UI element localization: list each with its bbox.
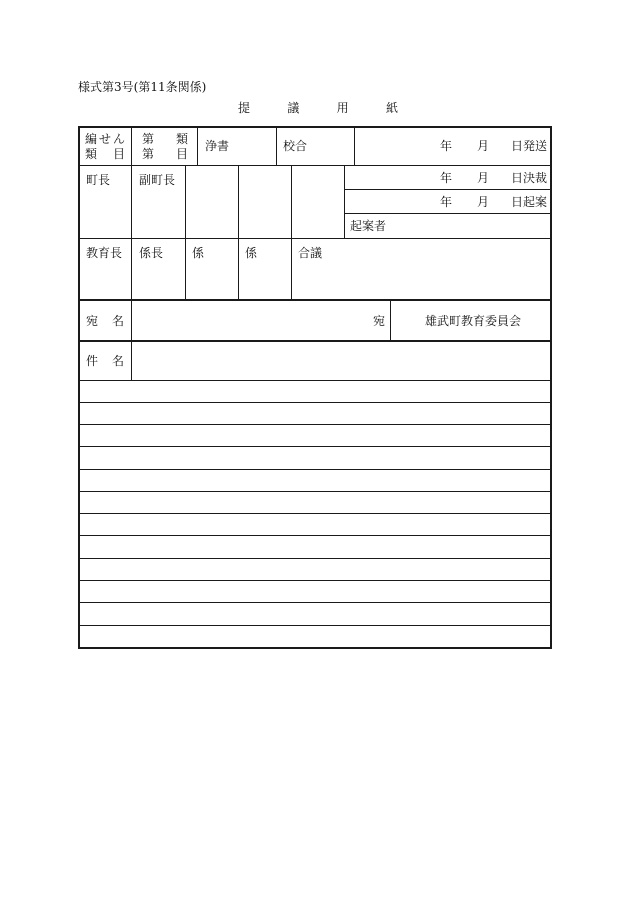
subject-label: [86, 354, 124, 368]
body-line[interactable]: [79, 403, 551, 424]
classification-char: 第: [142, 147, 155, 161]
row1-bottom-divider: [79, 165, 551, 166]
classification-char: 類: [175, 132, 188, 146]
addressee-label-char: 宛: [86, 314, 99, 328]
drafter-label: 起案者: [350, 219, 387, 233]
body-line[interactable]: [79, 514, 551, 535]
month-label: 月: [477, 139, 490, 153]
deputy-mayor-label: 副町長: [139, 173, 176, 187]
filing-label-char: 編: [85, 132, 98, 146]
addressee-input[interactable]: [133, 302, 371, 339]
date-rows-divider: [345, 213, 551, 214]
superintendent-label: 教育長: [86, 246, 123, 260]
row1-divider: [354, 127, 355, 165]
date-rows-divider: [345, 189, 551, 190]
clean-copy-label: 浄書: [205, 139, 230, 153]
filing-label-char: ん: [112, 132, 125, 146]
body-line[interactable]: [79, 425, 551, 446]
frame-bottom-border: [78, 647, 552, 649]
body-line[interactable]: [79, 626, 551, 647]
title-char: 用: [336, 101, 349, 115]
draft-day-label: 日起案: [511, 195, 548, 209]
subject-input[interactable]: [140, 354, 540, 368]
body-line[interactable]: [79, 447, 551, 468]
title-char: 提: [238, 101, 251, 115]
addressee-divider: [390, 301, 391, 340]
sender-name: 雄武町教育委員会: [425, 314, 522, 328]
year-label: 年: [440, 139, 453, 153]
body-line[interactable]: [79, 381, 551, 402]
consultation-label: 合議: [298, 246, 323, 260]
subject-label-char: 件: [86, 354, 99, 368]
dispatch-day-label: 日発送: [511, 139, 548, 153]
year-label: 年: [440, 171, 453, 185]
classification-char: 第: [142, 132, 155, 146]
row1-divider: [276, 127, 277, 165]
addressee-label-char: 名: [111, 314, 124, 328]
approval-divider: [238, 166, 239, 300]
row3-bottom-divider: [79, 299, 551, 301]
body-line[interactable]: [79, 603, 551, 624]
classification-char: 目: [175, 147, 188, 161]
section-chief-label: 係長: [139, 246, 164, 260]
body-line[interactable]: [79, 492, 551, 513]
decision-day-label: 日決裁: [511, 171, 548, 185]
addressee-label: [86, 314, 124, 328]
filing-label-char: せ: [98, 132, 111, 146]
staff-label: 係: [192, 246, 205, 260]
body-line[interactable]: [79, 559, 551, 580]
title-char: 紙: [385, 101, 398, 115]
approval-divider: [344, 166, 345, 238]
row1-divider: [131, 127, 132, 165]
addressee-divider: [131, 301, 132, 340]
month-label: 月: [477, 171, 490, 185]
proofread-label: 校合: [283, 139, 308, 153]
mayor-label: 町長: [86, 173, 111, 187]
month-label: 月: [477, 195, 490, 209]
body-line[interactable]: [79, 470, 551, 491]
subject-label-char: 名: [111, 354, 124, 368]
approval-divider: [131, 166, 132, 300]
subject-divider: [131, 342, 132, 380]
body-line[interactable]: [79, 536, 551, 557]
form-number-label: 様式第3号(第11条関係): [78, 80, 207, 94]
body-line[interactable]: [79, 581, 551, 602]
approval-divider: [185, 166, 186, 300]
title-char: 議: [287, 101, 300, 115]
row1-divider: [197, 127, 198, 165]
row2-bottom-divider: [79, 238, 551, 239]
filing-label-char: 類: [85, 147, 98, 161]
addressee-bottom-divider: [79, 340, 551, 342]
frame-top-border: [78, 126, 552, 128]
filing-label-char: 目: [112, 147, 125, 161]
approval-divider: [291, 166, 292, 300]
staff-label: 係: [245, 246, 258, 260]
year-label: 年: [440, 195, 453, 209]
addressee-suffix: 宛: [373, 314, 386, 328]
